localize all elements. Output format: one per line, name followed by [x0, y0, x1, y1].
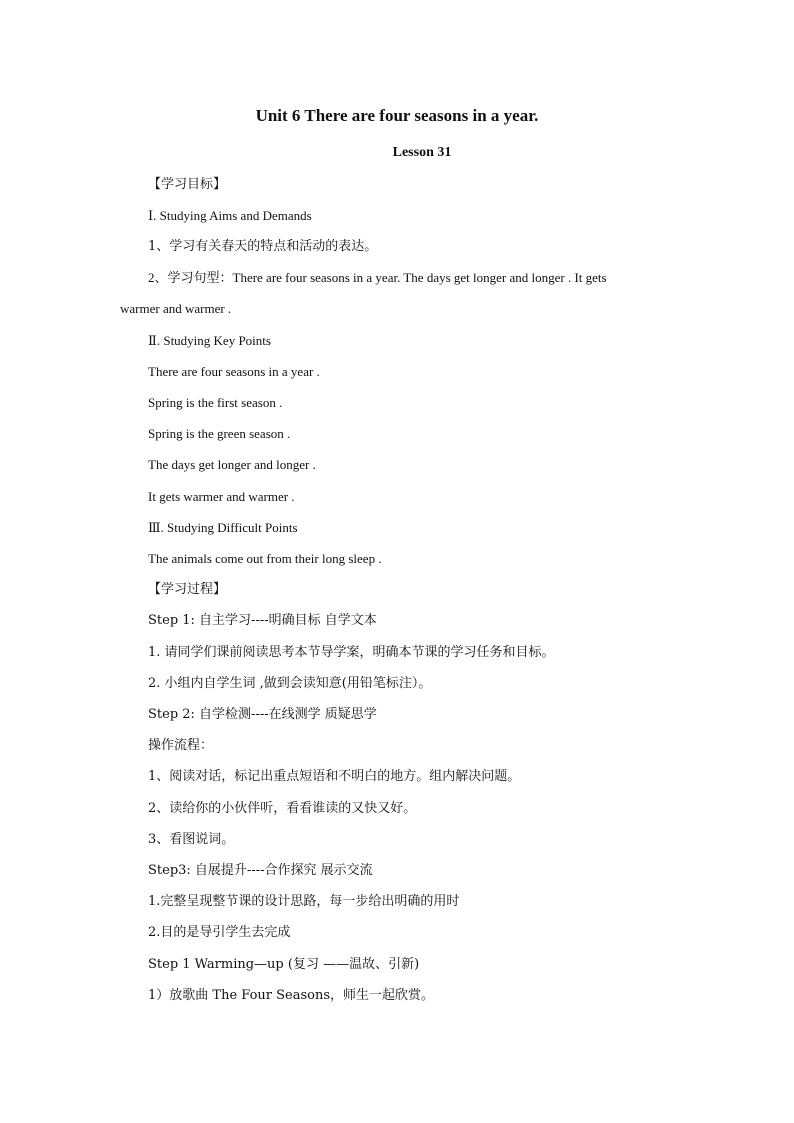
key-points-heading: Ⅱ. Studying Key Points — [148, 333, 271, 348]
section-heading-process: 【学习过程】 — [148, 582, 227, 597]
procedure-item-1: 1、阅读对话，标记出重点短语和不明白的地方。组内解决问题。 — [148, 769, 521, 784]
step-2-heading: Step 2: 自学检测----在线测学 质疑思学 — [148, 707, 377, 722]
document-title: Unit 6 There are four seasons in a year. — [255, 106, 539, 125]
difficult-point-1: The animals come out from their long sleep . — [148, 551, 382, 566]
aims-heading: Ⅰ. Studying Aims and Demands — [148, 208, 312, 223]
procedure-heading: 操作流程： — [148, 738, 214, 753]
procedure-item-3: 3、看图说词。 — [148, 832, 235, 847]
step-1-item-2: 2. 小组内自学生词 ,做到会读知意(用铅笔标注）。 — [148, 676, 432, 691]
aim-item-2: 2、学习句型：There are four seasons in a year. The days get longer and longer . It gets — [148, 270, 607, 285]
warming-up-item-1: 1）放歌曲 The Four Seasons，师生一起欣赏。 — [148, 988, 435, 1003]
aim-item-1: 1、学习有关春天的特点和活动的表达。 — [148, 239, 378, 254]
key-point-4: The days get longer and longer . — [148, 457, 316, 472]
key-point-3: Spring is the green season . — [148, 426, 291, 441]
lesson-subtitle: Lesson 31 — [392, 145, 452, 160]
warming-up-heading: Step 1 Warming—up (复习 ——温故、引新) — [148, 957, 420, 972]
key-point-5: It gets warmer and warmer . — [148, 489, 295, 504]
difficult-points-heading: Ⅲ. Studying Difficult Points — [148, 520, 298, 535]
step-1-heading: Step 1: 自主学习----明确目标 自学文本 — [148, 613, 377, 628]
step-3-item-1: 1.完整呈现整节课的设计思路，每一步给出明确的用时 — [148, 894, 460, 909]
key-point-1: There are four seasons in a year . — [148, 364, 320, 379]
step-3-item-2: 2.目的是导引学生去完成 — [148, 925, 291, 940]
procedure-item-2: 2、读给你的小伙伴听，看看谁读的又快又好。 — [148, 801, 417, 816]
key-point-2: Spring is the first season . — [148, 395, 283, 410]
step-1-item-1: 1. 请同学们课前阅读思考本节导学案，明确本节课的学习任务和目标。 — [148, 645, 555, 660]
step-3-heading: Step3: 自展提升----合作探究 展示交流 — [148, 863, 373, 878]
aim-item-2-continuation: warmer and warmer . — [120, 301, 232, 316]
section-heading-objectives: 【学习目标】 — [148, 177, 227, 192]
